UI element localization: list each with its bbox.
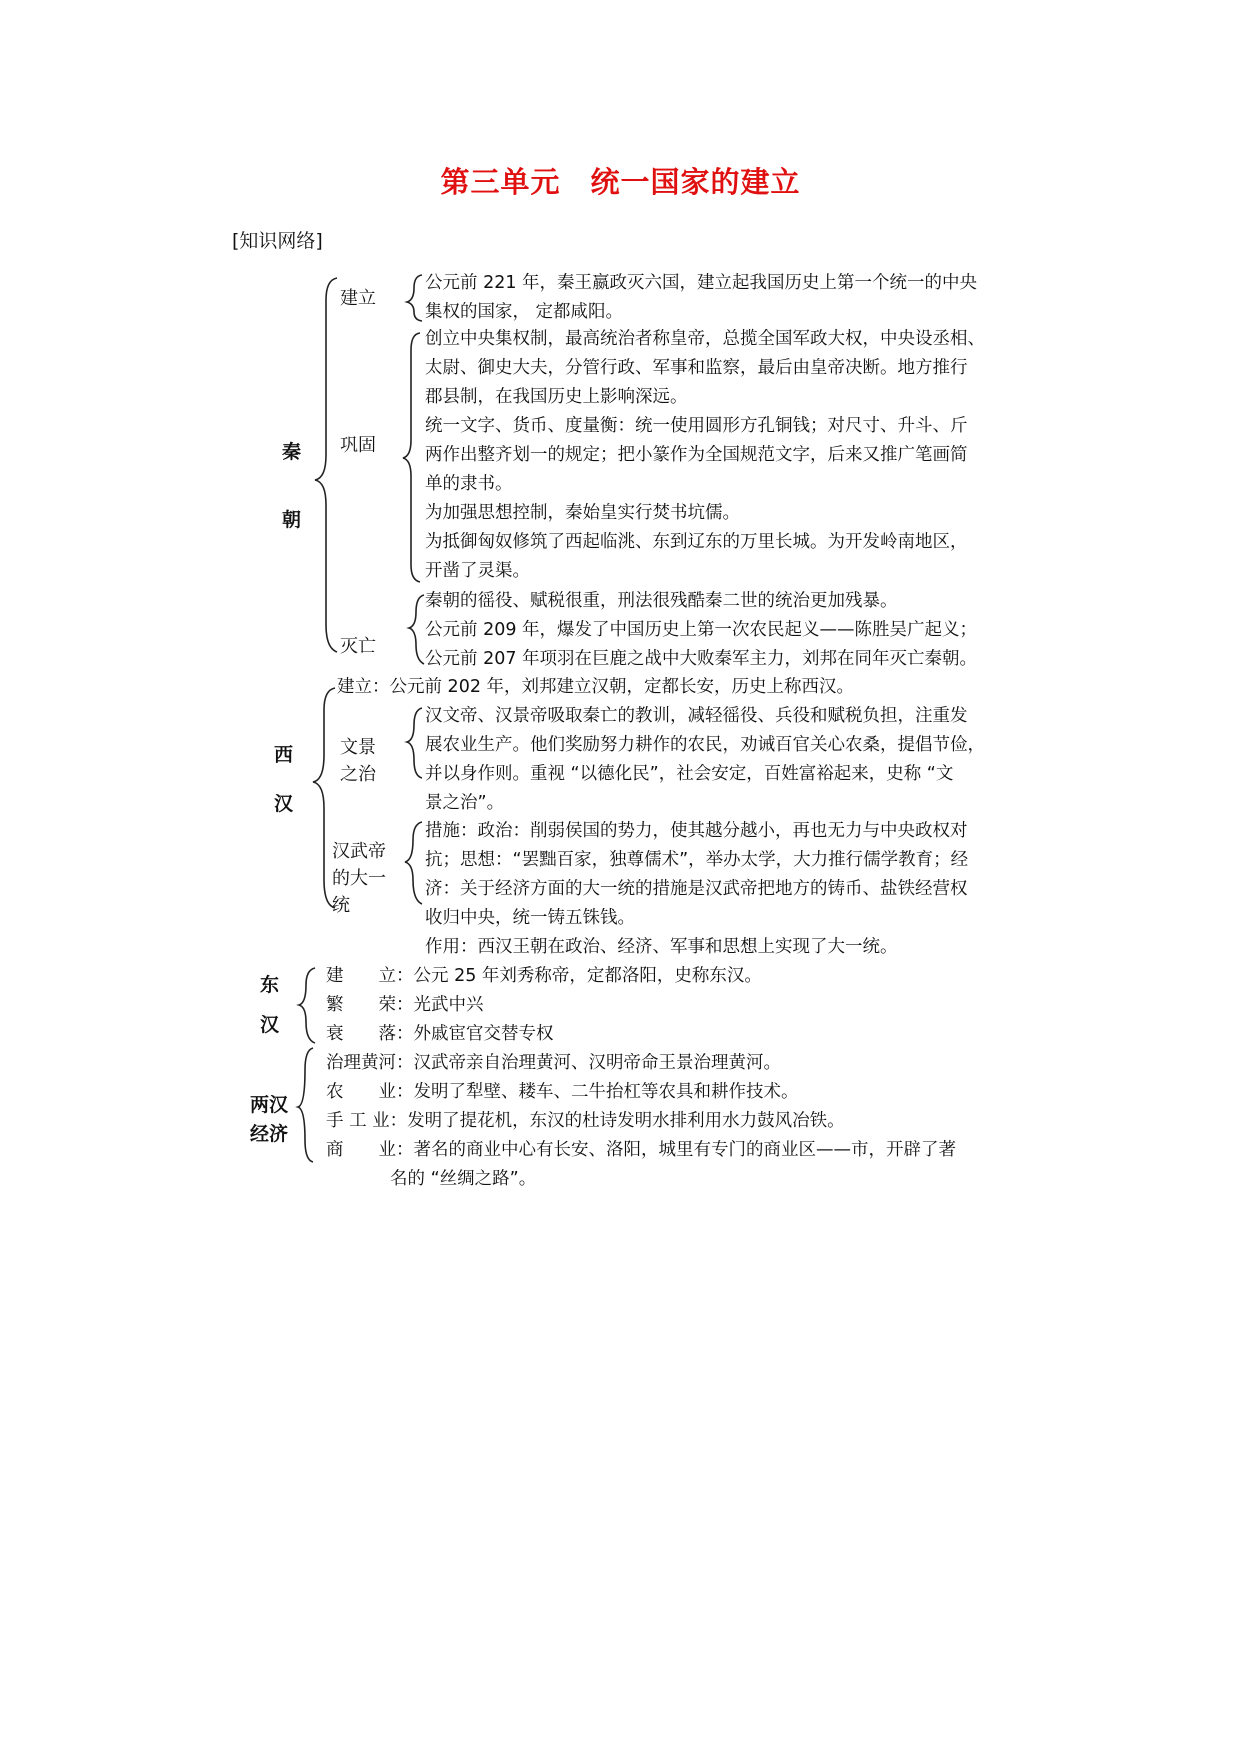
era-label-economy-1: 两汉	[250, 1094, 289, 1116]
qin-establish-label: 建立	[340, 288, 376, 309]
economy-row-1-term: 治理黄河	[326, 1053, 396, 1073]
bracket-donghan	[299, 968, 315, 1043]
donghan-row-1-term: 建 立	[326, 966, 396, 986]
era-label-xihan-1: 西	[274, 744, 294, 766]
bracket-qin-establish	[407, 275, 422, 321]
qin-fall-line-2: 公元前 209 年，爆发了中国历史上第一次农民起义——陈胜吴广起义；	[425, 620, 978, 640]
xihan-wenjing-line-4: 景之治”。	[425, 793, 505, 813]
economy-row-3-text: 发明了提花机，东汉的杜诗发明水排利用水力鼓风冶铁。	[407, 1111, 845, 1131]
economy-row-4-text: 著名的商业中心有长安、洛阳，城里有专门的商业区——市，开辟了著	[413, 1140, 956, 1160]
economy-row-3: 手 工 业：发明了提花机，东汉的杜诗发明水排利用水力鼓风冶铁。	[326, 1111, 845, 1131]
qin-consolidate-line-2: 太尉、御史大夫，分管行政、军事和监察，最后由皇帝决断。地方推行	[425, 358, 968, 378]
economy-row-4: 商 业：著名的商业中心有长安、洛阳，城里有专门的商业区——市，开辟了著	[326, 1140, 956, 1160]
qin-consolidate-line-5: 两作出整齐划一的规定；把小篆作为全国规范文字，后来又推广笔画简	[425, 445, 968, 465]
section-label: [知识网络]	[232, 230, 323, 252]
bracket-wudi	[405, 822, 422, 904]
economy-row-2-text: 发明了犁壁、耧车、二牛抬杠等农具和耕作技术。	[413, 1082, 799, 1102]
economy-row-2-term: 农 业	[326, 1082, 396, 1102]
donghan-row-2: 繁 荣：光武中兴	[326, 995, 484, 1015]
donghan-row-3-term: 衰 落	[326, 1024, 396, 1044]
xihan-wudi-label-2: 的大一	[332, 868, 386, 889]
xihan-wenjing-line-1: 汉文帝、汉景帝吸取秦亡的教训，减轻徭役、兵役和赋税负担，注重发	[425, 706, 968, 726]
xihan-establish-line: 建立：公元前 202 年，刘邦建立汉朝，定都长安，历史上称西汉。	[337, 677, 855, 697]
donghan-row-2-term: 繁 荣	[326, 995, 396, 1015]
qin-consolidate-line-8: 为抵御匈奴修筑了西起临洮、东到辽东的万里长城。为开发岭南地区，	[425, 532, 968, 552]
era-label-qin-1: 秦	[282, 441, 302, 463]
era-label-donghan-1: 东	[260, 974, 280, 996]
xihan-wudi-label-3: 统	[332, 895, 350, 916]
qin-consolidate-line-6: 单的隶书。	[425, 474, 513, 494]
era-label-donghan-2: 汉	[260, 1014, 280, 1036]
qin-consolidate-line-1: 创立中央集权制，最高统治者称皇帝，总揽全国军政大权，中央设丞相、	[425, 329, 985, 349]
xihan-wudi-line-3: 济：关于经济方面的大一统的措施是汉武帝把地方的铸币、盐铁经营权	[425, 879, 968, 899]
era-label-xihan-2: 汉	[274, 793, 294, 815]
xihan-wudi-line-5: 作用：西汉王朝在政治、经济、军事和思想上实现了大一统。	[425, 937, 898, 957]
bracket-qin-fall	[409, 595, 424, 664]
donghan-row-1-text: 公元 25 年刘秀称帝，定都洛阳，史称东汉。	[413, 966, 762, 986]
economy-row-3-term: 手 工 业	[326, 1111, 390, 1131]
donghan-row-3-text: 外戚宦官交替专权	[413, 1024, 554, 1044]
xihan-wenjing-line-2: 展农业生产。他们奖励努力耕作的农民，劝诫百官关心农桑，提倡节俭，	[425, 735, 985, 755]
qin-fall-line-3: 公元前 207 年项羽在巨鹿之战中大败秦军主力，刘邦在同年灭亡秦朝。	[425, 649, 978, 669]
donghan-row-2-text: 光武中兴	[413, 995, 484, 1015]
qin-consolidate-line-4: 统一文字、货币、度量衡：统一使用圆形方孔铜钱；对尺寸、升斗、斤	[425, 416, 968, 436]
xihan-wenjing-label-1: 文景	[340, 737, 376, 758]
era-label-economy-2: 经济	[250, 1123, 289, 1145]
page-title: 第三单元 统一国家的建立	[440, 165, 801, 199]
xihan-wenjing-line-3: 并以身作则。重视 “以德化民”，社会安定，百姓富裕起来，史称 “文	[425, 764, 954, 784]
qin-consolidate-line-3: 郡县制，在我国历史上影响深远。	[425, 387, 688, 407]
economy-row-4-term: 商 业	[326, 1140, 396, 1160]
qin-establish-line-2: 集权的国家， 定都咸阳。	[425, 302, 624, 322]
qin-consolidate-label: 巩固	[340, 435, 376, 456]
qin-fall-line-1: 秦朝的徭役、赋税很重，刑法很残酷秦二世的统治更加残暴。	[425, 591, 898, 611]
qin-establish-line-1: 公元前 221 年，秦王嬴政灭六国，建立起我国历史上第一个统一的中央	[425, 273, 978, 293]
economy-row-1: 治理黄河：汉武帝亲自治理黄河、汉明帝命王景治理黄河。	[326, 1053, 781, 1073]
bracket-economy	[298, 1048, 313, 1162]
economy-continuation: 名的 “丝绸之路”。	[390, 1169, 537, 1189]
xihan-wudi-line-1: 措施：政治：削弱侯国的势力，使其越分越小，再也无力与中央政权对	[425, 821, 968, 841]
qin-fall-label: 灭亡	[340, 636, 376, 657]
era-label-qin-2: 朝	[282, 509, 302, 531]
donghan-row-3: 衰 落：外戚宦官交替专权	[326, 1024, 554, 1044]
bracket-wenjing	[407, 708, 422, 778]
economy-row-2: 农 业：发明了犁壁、耧车、二牛抬杠等农具和耕作技术。	[326, 1082, 799, 1102]
xihan-wudi-line-4: 收归中央，统一铸五铢钱。	[425, 908, 635, 928]
xihan-wenjing-label-2: 之治	[340, 764, 376, 785]
economy-row-1-text: 汉武帝亲自治理黄河、汉明帝命王景治理黄河。	[413, 1053, 781, 1073]
xihan-wudi-label-1: 汉武帝	[332, 841, 386, 862]
qin-consolidate-line-9: 开凿了灵渠。	[425, 561, 530, 581]
xihan-wudi-line-2: 抗；思想：“罢黜百家，独尊儒术”，举办太学，大力推行儒学教育；经	[425, 850, 969, 870]
qin-consolidate-line-7: 为加强思想控制，秦始皇实行焚书坑儒。	[425, 503, 740, 523]
bracket-qin	[315, 278, 337, 652]
bracket-qin-consolidate	[403, 333, 420, 582]
donghan-row-1: 建 立：公元 25 年刘秀称帝，定都洛阳，史称东汉。	[326, 966, 762, 986]
